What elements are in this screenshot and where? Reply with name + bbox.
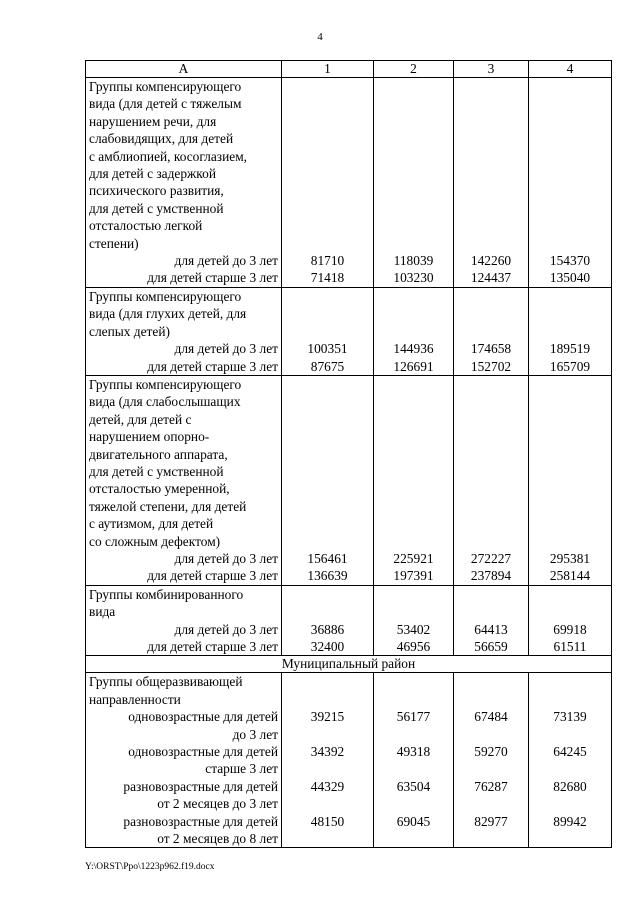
- value: 103230: [393, 270, 434, 286]
- data-table: [85, 60, 612, 848]
- column-header: 3: [454, 61, 529, 78]
- value: 124437: [470, 270, 512, 286]
- value: 154370: [549, 253, 591, 269]
- value: 69918: [553, 621, 587, 637]
- value: 135040: [549, 270, 591, 286]
- row-label: одновозрастные для детей старше 3 лет: [128, 744, 278, 777]
- value-cell: [454, 78, 529, 288]
- value: 32400: [310, 639, 345, 654]
- row-label: разновозрастные для детей от 2 месяцев до 3 лет: [123, 778, 278, 812]
- value: 64245: [553, 744, 587, 760]
- value: 258144: [549, 568, 591, 584]
- group-label: Группы компенсирующего вида (для слабослышащих детей, для детей с нарушением опорно- двигательного аппарата, для детей с умственной отсталостью умеренной, тяжелой степени, для детей с аутизмом, для детей со сложным дефектом): [89, 376, 247, 549]
- value: 67484: [474, 709, 508, 725]
- table-row: [86, 375, 612, 585]
- value: 71418: [310, 270, 345, 286]
- value: 156461: [307, 550, 348, 566]
- value: 89942: [553, 813, 587, 829]
- column-header: 4: [529, 61, 612, 78]
- value: 100351: [307, 341, 348, 357]
- row-label: одновозрастные для детей до 3 лет: [128, 709, 278, 742]
- group-label-cell: [86, 287, 282, 375]
- value: 59270: [474, 744, 508, 760]
- value-cell: [529, 78, 612, 288]
- value: 56659: [474, 639, 508, 654]
- value-cell: [454, 375, 529, 585]
- value-cell: [529, 287, 612, 375]
- value: 81710: [310, 253, 345, 269]
- value: 49318: [396, 744, 431, 760]
- value-spacer: [532, 830, 608, 847]
- value-spacer: [377, 726, 450, 743]
- table-row: [86, 585, 612, 656]
- value: 61511: [553, 639, 587, 654]
- value-spacer: [377, 760, 450, 777]
- footer-file-path: Y:\ORST\Ppo\1223p962.f19.docx: [85, 862, 215, 872]
- value: 64413: [474, 621, 508, 637]
- value-spacer: [532, 760, 608, 777]
- value: 44329: [310, 778, 345, 794]
- value: 189519: [549, 341, 591, 357]
- value-cell: [282, 375, 374, 585]
- value: 144936: [393, 341, 434, 357]
- value-cell: [374, 287, 454, 375]
- value-cell: [282, 287, 374, 375]
- group-label-cell: [86, 673, 282, 848]
- value: 39215: [310, 709, 345, 725]
- value: 87675: [310, 358, 345, 374]
- value-cell: [374, 375, 454, 585]
- table-header-row: [86, 61, 612, 78]
- value: 225921: [393, 550, 434, 566]
- value-spacer: [377, 691, 450, 708]
- value: 118039: [393, 253, 434, 269]
- row-label: для детей старше 3 лет: [147, 639, 278, 654]
- value-spacer: [457, 760, 525, 777]
- value-spacer: [532, 691, 608, 708]
- value-spacer: [532, 795, 608, 812]
- row-label: для детей до 3 лет: [174, 341, 278, 357]
- value-cell: [454, 673, 529, 848]
- value-spacer: [377, 795, 450, 812]
- column-header: 1: [282, 61, 374, 78]
- value: 69045: [396, 813, 431, 829]
- page-number: 4: [317, 31, 323, 43]
- value-cell: [282, 673, 374, 848]
- table-row: [86, 78, 612, 288]
- value: 56177: [396, 709, 431, 725]
- value-spacer: [457, 726, 525, 743]
- value-spacer: [285, 830, 370, 847]
- column-header: 2: [374, 61, 454, 78]
- value: 76287: [474, 778, 508, 794]
- group-label-cell: [86, 375, 282, 585]
- value: 237894: [470, 568, 512, 584]
- group-label: Группы комбинированного вида: [89, 586, 244, 620]
- value: 46956: [396, 639, 431, 654]
- table-row: [86, 287, 612, 375]
- table-row: [86, 673, 612, 848]
- value-spacer: [285, 691, 370, 708]
- group-label: Группы компенсирующего вида (для глухих детей, для слепых детей): [89, 288, 247, 339]
- value-spacer: [532, 726, 608, 743]
- value: 34392: [310, 744, 345, 760]
- value: 82977: [474, 813, 508, 829]
- value-spacer: [285, 726, 370, 743]
- value: 142260: [470, 253, 512, 269]
- value-cell: [454, 287, 529, 375]
- value-spacer: [457, 691, 525, 708]
- value-spacer: [285, 795, 370, 812]
- value: 73139: [553, 709, 587, 725]
- value: 174658: [470, 341, 512, 357]
- value: 53402: [396, 621, 431, 637]
- value: 126691: [393, 358, 434, 374]
- section-title: Муниципальный район: [86, 656, 612, 673]
- value: 36886: [310, 621, 345, 637]
- value-cell: [282, 78, 374, 288]
- value: 48150: [310, 813, 345, 829]
- row-label: для детей старше 3 лет: [147, 568, 278, 584]
- value-cell: [374, 78, 454, 288]
- value: 82680: [553, 778, 587, 794]
- value: 136639: [307, 568, 348, 584]
- value-cell: [529, 375, 612, 585]
- value-cell: [454, 585, 529, 656]
- section-row: [86, 656, 612, 673]
- value-cell: [529, 673, 612, 848]
- row-label: для детей до 3 лет: [174, 550, 278, 566]
- row-label: разновозрастные для детей от 2 месяцев до 8 лет: [123, 813, 278, 847]
- group-label: Группы компенсирующего вида (для детей с тяжелым нарушением речи, для слабовидящих, для детей с амблиопией, косоглазием, для детей с задержкой психического развития, для детей с умственной отсталостью легкой степени): [89, 79, 248, 251]
- value-spacer: [285, 760, 370, 777]
- group-label: Группы общеразвивающей направленности: [89, 674, 243, 707]
- value-cell: [374, 673, 454, 848]
- value: 197391: [393, 568, 434, 584]
- group-label-cell: [86, 585, 282, 656]
- value: 295381: [549, 550, 591, 566]
- column-header: А: [86, 61, 282, 78]
- group-label-cell: [86, 78, 282, 288]
- value: 272227: [470, 550, 512, 566]
- value: 152702: [470, 358, 512, 374]
- value-spacer: [377, 830, 450, 847]
- value: 63504: [396, 778, 431, 794]
- row-label: для детей старше 3 лет: [147, 358, 278, 374]
- value-cell: [374, 585, 454, 656]
- row-label: для детей до 3 лет: [174, 253, 278, 269]
- value-spacer: [457, 795, 525, 812]
- row-label: для детей старше 3 лет: [147, 270, 278, 286]
- value-cell: [529, 585, 612, 656]
- value-spacer: [457, 830, 525, 847]
- value-cell: [282, 585, 374, 656]
- row-label: для детей до 3 лет: [174, 621, 278, 637]
- value: 165709: [549, 358, 591, 374]
